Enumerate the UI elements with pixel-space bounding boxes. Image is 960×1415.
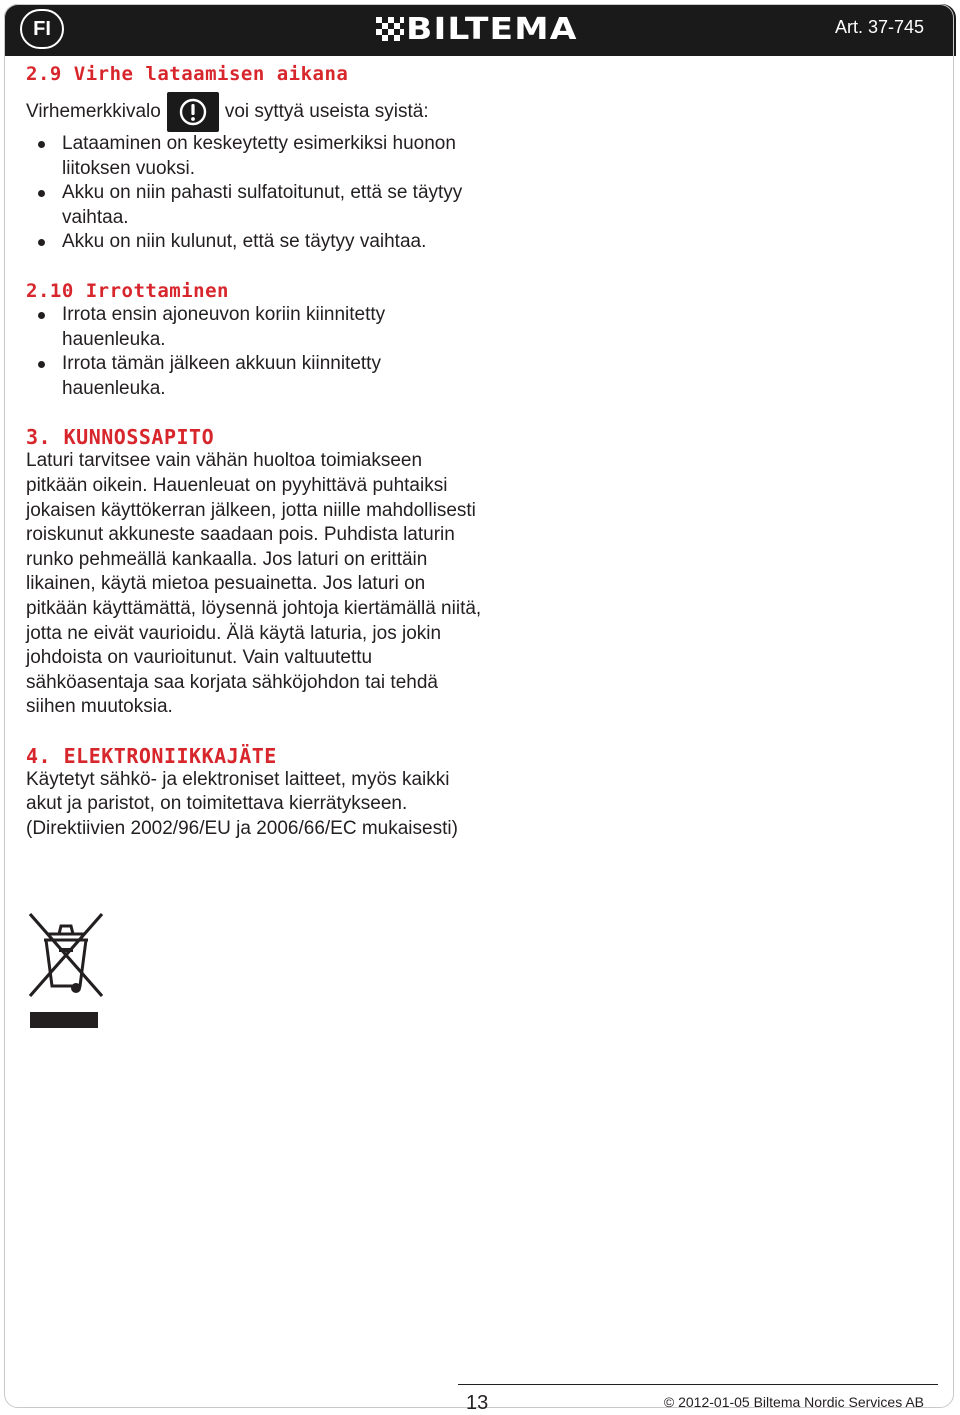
section-heading: 2.9 Virhe lataamisen aikana <box>26 63 349 85</box>
language-badge: FI <box>20 9 64 49</box>
section-heading: 3. KUNNOSSAPITO <box>26 425 215 450</box>
bullet-list <box>26 132 486 255</box>
warning-exclamation-icon <box>167 92 219 132</box>
section-heading: 4. ELEKTRONIIKKAJÄTE <box>26 743 277 768</box>
copyright-notice: © 2012-01-05 Biltema Nordic Services AB <box>663 1394 924 1410</box>
intro-line <box>26 92 486 132</box>
section-heading: 2.10 Irrottaminen <box>26 279 229 302</box>
list-item: Irrota tämän jälkeen akkuun kiinnitetty hauenleuka. <box>26 352 486 401</box>
checkered-flag-icon <box>376 17 404 41</box>
intro-after: voi syttyä useista syistä: <box>224 100 429 122</box>
brand-name: BILTEMA <box>406 11 578 47</box>
list-item: Lataaminen on keskeytetty esimerkiksi huonon liitoksen vuoksi. <box>26 132 486 181</box>
section-error-during-charging <box>26 62 486 255</box>
bullet-list <box>26 303 486 401</box>
intro-before: Virhemerkkivalo <box>26 100 161 122</box>
section-maintenance <box>26 425 486 720</box>
section-body: Laturi tarvitsee vain vähän huoltoa toimiakseen pitkään oikein. Hauenleuat on pyyhittävä puhtaiksi jokaisen käyttökerran jälkeen, jotta niille mahdollisesti roiskunut akkuneste saadaan pois. Puhdista laturin runko pehmeällä kankaalla. Jos laturi on erittäin likainen, käytä mietoa pesuainetta. Jos laturi on pitkään käyttämättä, löysennä johtoja kiertämällä niitä, jotta ne eivät vaurioidu. Älä käytä laturia, jos jokin johdoista on vaurioitunut. Vain valtuutettu sähköasentaja saa korjata sähköjohdon tai tehdä siihen muutoksia. <box>26 450 482 718</box>
section-disconnecting <box>26 279 486 401</box>
list-item: Irrota ensin ajoneuvon koriin kiinnitetty hauenleuka. <box>26 303 486 352</box>
list-item: Akku on niin kulunut, että se täytyy vaihtaa. <box>26 230 486 255</box>
footer-rule <box>458 1384 938 1385</box>
main-content <box>26 62 486 866</box>
crossed-out-wheelie-bin-icon <box>26 912 106 1032</box>
section-body: Käytetyt sähkö- ja elektroniset laitteet, myös kaikki akut ja paristot, on toimitettava kierrätykseen. (Direktiivien 2002/96/EU ja 2006/66/EC mukaisesti) <box>26 768 458 840</box>
list-item: Akku on niin pahasti sulfatoitunut, että se täytyy vaihtaa. <box>26 181 486 230</box>
article-number: Art. 37-745 <box>834 17 924 37</box>
brand-logo <box>376 11 578 47</box>
section-electronic-waste <box>26 744 486 842</box>
page-number: 13 <box>466 1392 489 1414</box>
